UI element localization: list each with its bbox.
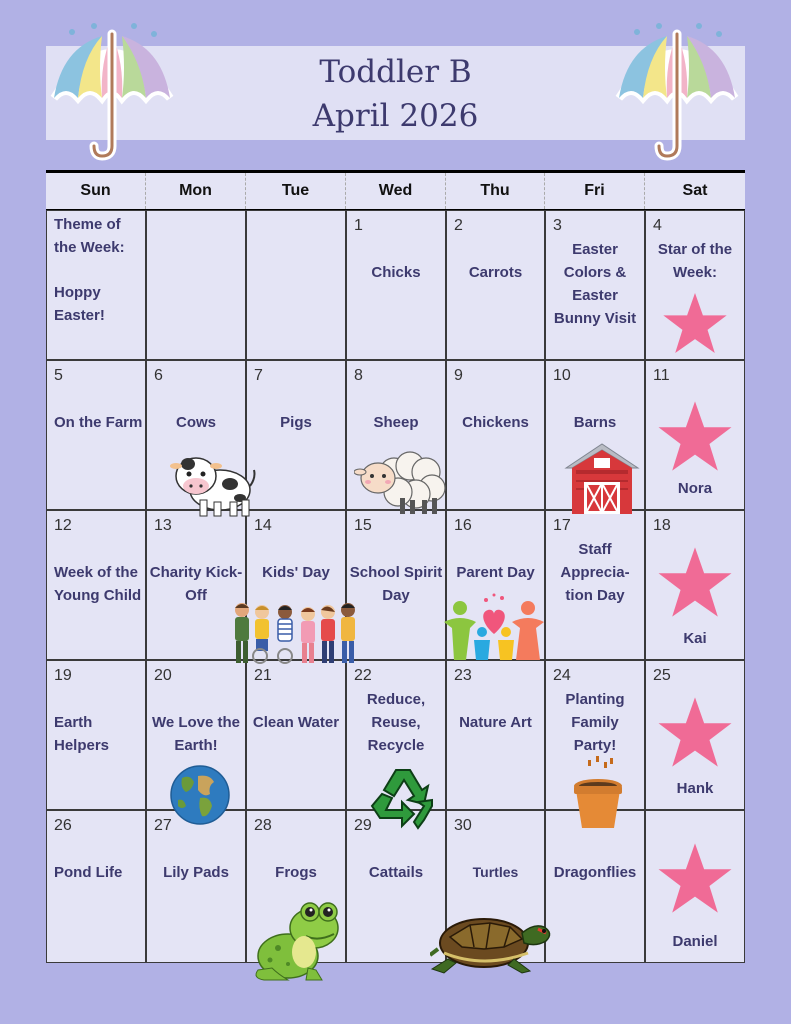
day-cell <box>246 660 346 810</box>
earth-globe-icon <box>168 764 232 826</box>
day-number: 23 <box>454 667 472 684</box>
day-number: 13 <box>154 517 172 534</box>
umbrella-icon <box>42 18 182 166</box>
day-cell <box>645 810 745 963</box>
star-icon <box>657 545 733 619</box>
day-number: 27 <box>154 817 172 834</box>
day-event: Easter Colors & Easter Bunny Visit <box>553 241 637 327</box>
day-cell <box>645 210 745 360</box>
weekday-thu: Thu <box>446 173 545 209</box>
theme-label: Theme of the Week: <box>54 216 125 256</box>
day-event: Carrots <box>468 264 523 281</box>
day-number: 16 <box>454 517 472 534</box>
cow-icon <box>168 448 258 520</box>
weekday-mon: Mon <box>146 173 246 209</box>
day-number: 3 <box>553 217 562 234</box>
day-event: Chicks <box>371 264 421 281</box>
day-event: Parent Day <box>456 564 535 581</box>
day-cell <box>545 810 645 963</box>
day-event: Week of the Young Child <box>54 564 142 604</box>
flower-pot-icon <box>570 756 626 830</box>
weekday-fri: Fri <box>545 173 645 209</box>
day-number: 12 <box>54 517 72 534</box>
day-number: 28 <box>254 817 272 834</box>
day-event: Chickens <box>462 414 529 431</box>
day-cell <box>46 360 146 510</box>
recycle-icon <box>366 766 438 836</box>
day-cell <box>46 660 146 810</box>
day-cell-sun-w1 <box>46 210 146 360</box>
day-event: Clean Water <box>252 714 340 731</box>
day-event: Planting Family Party! <box>565 691 625 754</box>
umbrella-icon <box>607 18 747 166</box>
sheep-icon <box>354 442 448 520</box>
day-event: Sheep <box>373 414 419 431</box>
day-number: 19 <box>54 667 72 684</box>
star-student-name: Kai <box>683 630 707 647</box>
day-number: 14 <box>254 517 272 534</box>
day-cell <box>246 360 346 510</box>
day-number: 30 <box>454 817 472 834</box>
star-icon <box>657 399 733 473</box>
day-number: 29 <box>354 817 372 834</box>
weekday-header-row <box>46 170 745 212</box>
kids-group-icon <box>230 600 360 666</box>
calendar <box>46 170 745 963</box>
day-number: 18 <box>653 517 671 534</box>
day-cell <box>46 510 146 660</box>
day-event: Charity Kick-Off <box>149 564 243 604</box>
calendar-grid <box>46 210 745 963</box>
day-cell <box>545 210 645 360</box>
day-event: Cattails <box>368 864 424 881</box>
weekday-sat: Sat <box>682 182 708 199</box>
day-event: Pigs <box>280 414 312 431</box>
day-cell <box>46 810 146 963</box>
day-event: We Love the Earth! <box>151 714 241 754</box>
day-event: Nature Art <box>459 714 532 731</box>
day-cell <box>645 510 745 660</box>
barn-icon <box>562 440 642 514</box>
turtle-icon <box>430 903 556 975</box>
frog-icon <box>248 898 342 982</box>
day-number: 11 <box>653 367 670 384</box>
family-heart-icon <box>436 592 552 662</box>
day-cell <box>446 660 545 810</box>
class-name-title: Toddler B <box>319 54 472 90</box>
day-event: Earth Helpers <box>54 714 110 754</box>
day-event: Cows <box>175 414 216 431</box>
day-number: 15 <box>354 517 372 534</box>
day-number: 9 <box>454 367 463 384</box>
day-number: 6 <box>154 367 163 384</box>
day-number: 22 <box>354 667 372 684</box>
star-student-name: Daniel <box>672 933 718 950</box>
star-student-name: Hank <box>676 780 714 797</box>
day-event: On the Farm <box>54 414 143 431</box>
day-cell <box>645 360 745 510</box>
day-event: Kids' Day <box>262 564 330 581</box>
day-number: 8 <box>354 367 363 384</box>
day-cell <box>545 510 645 660</box>
day-number: 5 <box>54 367 63 384</box>
day-number: 2 <box>454 217 463 234</box>
star-icon <box>662 291 728 355</box>
star-icon <box>657 841 733 915</box>
star-student-name: Nora <box>677 480 713 497</box>
theme-name: Hoppy Easter! <box>54 284 105 324</box>
day-number: 1 <box>354 217 363 234</box>
day-cell-empty <box>146 210 246 360</box>
day-number: 25 <box>653 667 671 684</box>
day-event: Pond Life <box>54 864 123 881</box>
day-event: Dragonflies <box>553 864 637 881</box>
day-cell <box>346 210 446 360</box>
day-event: Lily Pads <box>163 864 229 881</box>
day-cell <box>346 510 446 660</box>
day-cell <box>146 810 246 963</box>
day-cell-empty <box>246 210 346 360</box>
day-event: Turtles <box>472 864 519 880</box>
day-event: School Spirit Day <box>349 564 443 604</box>
day-number: 20 <box>154 667 172 684</box>
day-number: 10 <box>553 367 571 384</box>
day-cell <box>446 210 545 360</box>
day-event: Barns <box>573 414 617 431</box>
day-number: 7 <box>254 367 263 384</box>
day-number: 4 <box>653 217 662 234</box>
star-icon <box>657 695 733 769</box>
day-cell <box>645 660 745 810</box>
star-label: Star of the Week: <box>657 241 733 281</box>
weekday-sun: Sun <box>46 173 146 209</box>
day-number: 17 <box>553 517 571 534</box>
day-cell <box>446 360 545 510</box>
day-number: 24 <box>553 667 571 684</box>
day-number: 21 <box>254 667 272 684</box>
month-title: April 2026 <box>312 98 479 134</box>
day-event: Frogs <box>275 864 317 881</box>
weekday-tue: Tue <box>246 173 346 209</box>
day-event: Staff Apprecia-tion Day <box>560 541 630 604</box>
day-number: 26 <box>54 817 72 834</box>
day-event: Reduce, Reuse, Recycle <box>366 691 426 754</box>
weekday-wed: Wed <box>346 173 446 209</box>
